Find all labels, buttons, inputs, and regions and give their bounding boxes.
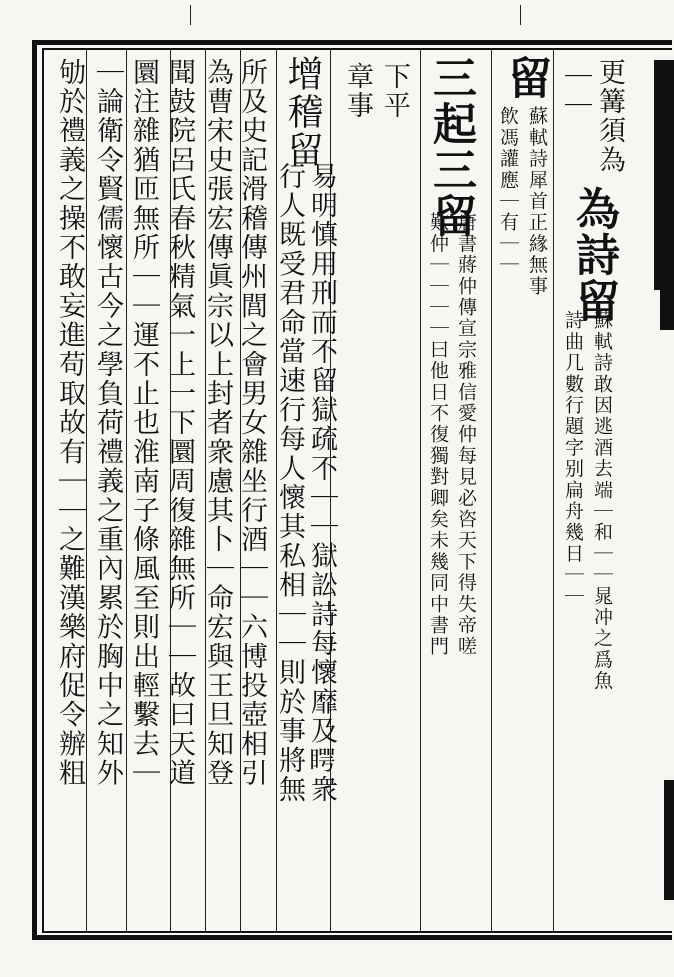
text-column: ｜論衛令賢儒懷古今之學負荷禮義之重內累於胸中之知外 <box>92 58 123 788</box>
column-rule <box>86 48 87 933</box>
right-edge-strip-bottom <box>664 780 674 900</box>
headword-为诗留: 為詩留 <box>568 186 619 324</box>
headword-留: 留 <box>500 55 551 101</box>
text-column-annotation: 詩曲几數行題字别扁舟幾日｜｜ <box>562 310 584 607</box>
text-column: 易明慎用刑而不留獄疏不｜｜獄訟詩每懷靡及𥈭衆 <box>306 162 337 805</box>
text-column-annotation: 蘇軾詩犀首正緣無事 <box>526 106 548 297</box>
text-column-annotation: 唐書蔣仲傳宣宗雅信愛仲每見必咨天下得失帝嗟 <box>455 212 477 658</box>
headword-三起三留: 三起三留 <box>425 55 476 239</box>
text-column: 行人既受君命當速行每人懷其私相｜｜則於事將無 <box>274 162 305 805</box>
text-column: 下平 <box>379 62 410 121</box>
text-column-annotation: 蘇軾詩敢因逃酒去端｜和｜｜晁冲之爲魚 <box>591 310 613 692</box>
right-edge-strip-top <box>654 60 674 290</box>
column-rule <box>126 48 127 933</box>
right-edge-strip-mid <box>660 290 674 330</box>
text-column: 所及史記滑稽傳州閭之會男女雜坐行酒｜｜六博投壺相引 <box>236 58 267 788</box>
text-column-annotation: 飲馮讙應｜有｜｜ <box>497 106 519 276</box>
text-column-entry-continuation: ｜｜ <box>560 62 591 121</box>
text-column-entry-continuation: 更篝須為 <box>594 58 625 175</box>
text-column: 為曹宋史張宏傳眞宗以上封者衆慮其卜｜命宏與王旦知登 <box>202 58 233 788</box>
text-column: 圜注雜猶匝無所｜｜運不止也淮南子條風至則出輕繫去｜ <box>128 58 159 788</box>
headword-增稽留: 增稽留 <box>282 55 323 169</box>
text-column: 劬於禮義之操不敢妄進苟取故有｜｜之難漢樂府促令辦粗 <box>54 58 85 788</box>
text-column: 章事 <box>342 62 373 121</box>
column-rule <box>553 48 554 933</box>
text-column: 聞鼓院呂氏春秋精氣一上一下圜周復雜無所｜｜故曰天道 <box>164 58 195 788</box>
column-rule <box>420 48 421 933</box>
column-rule <box>491 48 492 933</box>
text-column-annotation: 歎仲｜｜｜｜曰他日不復獨對卿矣未幾同中書門 <box>427 212 449 658</box>
